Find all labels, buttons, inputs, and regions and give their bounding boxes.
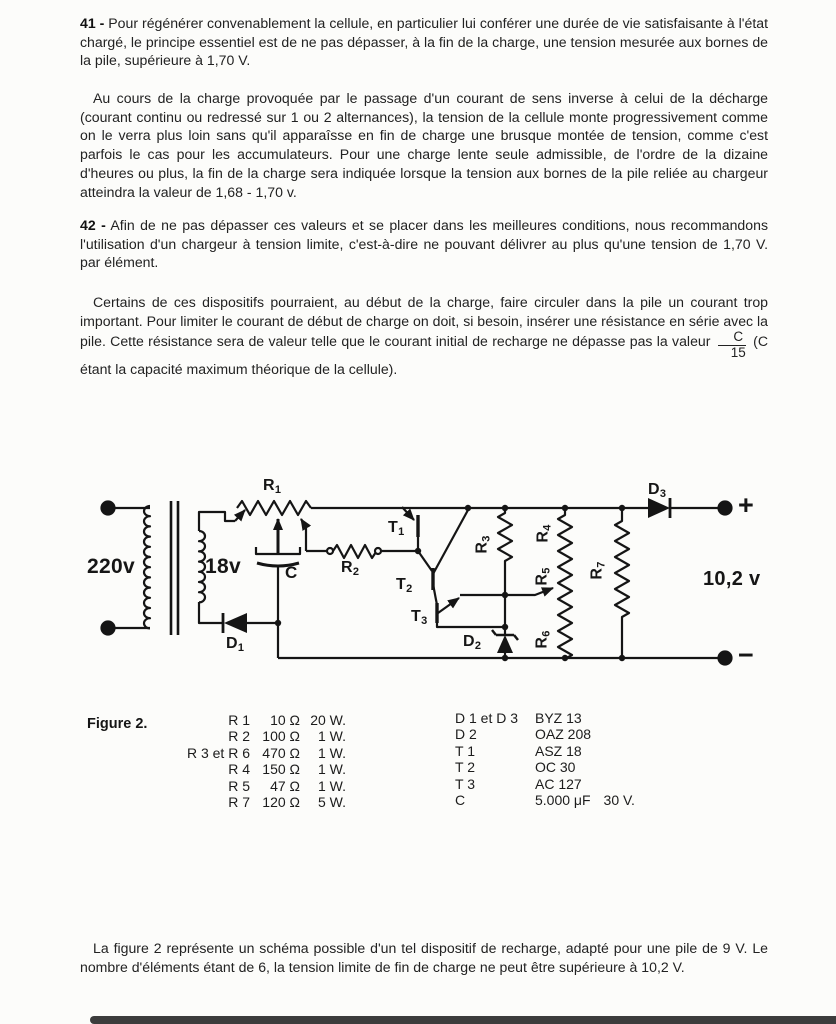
table-row: T 1 ASZ 18 [455, 742, 582, 759]
table-row: T 2 OC 30 [455, 759, 576, 776]
paragraph-41-body: Pour régénérer convenablement la cellule, en particulier lui conférer une durée de vie satisfaisante à l'état chargé, le principe essentiel est de ne pas dépasser, à la fin de la charge, une tension mesurée aux bornes de la pile, supérieure à 1,70 V. [80, 15, 768, 69]
table-row: D 1 et D 3 BYZ 13 [455, 710, 582, 726]
fraction-numerator: C [718, 330, 746, 345]
resistor-r3-and-zener-d2-symbols [492, 508, 518, 658]
table-row: T 3 AC 127 [455, 775, 582, 792]
label-r3: $R_3$ [473, 535, 493, 554]
paragraph-42 [80, 216, 768, 272]
label-r6: $R_6$ [533, 630, 553, 649]
label-c: C [285, 563, 298, 582]
label-secondary-voltage: 18v [205, 555, 241, 578]
table-row: C 5.000 μF 30 V. [455, 792, 635, 809]
table-row: R 3 et R 6 470 Ω 1 W. [186, 744, 346, 761]
figure-2-schematic [85, 455, 785, 690]
resistor-r2-symbol [306, 545, 418, 558]
label-output-minus: − [738, 640, 755, 670]
label-t2: $T_2$ [396, 576, 413, 595]
table-row: R 4 150 Ω 1 W. [228, 761, 346, 778]
component-table-resistors [158, 712, 346, 810]
paragraph-charge-body: Au cours de la charge provoquée par le passage d'un courant de sens inverse à celui de la décharge (courant continu ou redressé sur 1 ou 2 alternances), la tension de la cellule monte progressivement comme on le verra plus loin sans qu'il apparaîsse en fin de charge une brusque montée de tension, comme c'est parfois le cas pour les accumulateurs. Pour une charge lente seule admissible, de l'ordre de la dizaine d'heures ou plus, la fin de la charge sera indiquée lorsque la tension aux bornes de la pile reliée au chargeur atteindra la valeur de 1,68 - 1,70 v. [80, 90, 768, 200]
paragraph-42-body: Afin de ne pas dépasser ces valeurs et se placer dans les meilleures conditions, nous recommandons l'utilisation d'un chargeur à tension limite, c'est-à-dire ne pouvant délivrer au plus qu'une tension de 1,70 V. par élément. [80, 217, 768, 271]
paragraph-42-number: 42 - [80, 217, 106, 233]
label-d3: $D_3$ [648, 481, 667, 500]
label-output-plus: + [738, 490, 755, 520]
paragraph-dispositifs-after: (C étant la capacité maximum théorique de la cellule). [80, 333, 768, 377]
paragraph-41 [80, 14, 768, 70]
table-row: R 7 120 Ω 5 W. [228, 794, 346, 811]
label-primary-voltage: 220v [87, 555, 135, 578]
resistor-r7-symbol [615, 508, 629, 658]
component-table-semiconductors [455, 710, 635, 808]
label-output-voltage: 10,2 v [703, 568, 761, 590]
label-r4: $R_4$ [534, 524, 554, 543]
label-r7: $R_7$ [588, 561, 608, 580]
label-r5: $R_5$ [533, 567, 553, 586]
label-d1: $D_1$ [226, 635, 245, 654]
label-d2: $D_2$ [463, 633, 482, 652]
table-row: D 2 OAZ 208 [455, 726, 592, 743]
fraction-denominator: 15 [730, 344, 746, 360]
diode-d1-symbol [199, 602, 281, 633]
paragraph-41-number: 41 - [80, 15, 105, 31]
paragraph-figure-description-body: La figure 2 représente un schéma possible d'un tel dispositif de recharge, adapté pour une pile de 9 V. Le nombre d'éléments étant de 6, la tension limite de fin de charge ne peut être supérieure à 10,2 V. [80, 940, 768, 975]
scan-edge-artifact [90, 1016, 836, 1024]
paragraph-figure-description [80, 939, 768, 976]
table-row: R 1 10 Ω 20 W. [228, 712, 346, 728]
figure-caption: Figure 2. [87, 716, 148, 732]
label-t1: $T_1$ [388, 519, 405, 538]
table-row: R 2 100 Ω 1 W. [228, 728, 346, 745]
paragraph-dispositifs [80, 293, 768, 378]
table-row: R 5 47 Ω 1 W. [228, 777, 346, 794]
supply-rails [278, 505, 718, 661]
circuit-diagram [85, 455, 785, 690]
label-r2: $R_2$ [341, 559, 360, 578]
fraction-c-over-15 [718, 330, 746, 359]
label-t3: $T_3$ [411, 608, 428, 627]
label-r1: $R_1$ [263, 477, 282, 496]
paragraph-dispositifs-before: Certains de ces dispositifs pourraient, au début de la charge, faire circuler dans la pile un courant trop important. Pour limiter le courant de début de charge on doit, si besoin, insérer une résistance en série avec la pile. Cette résistance sera de valeur telle que le courant initial de recharge ne dépasse pas la valeur [80, 294, 768, 350]
rheostat-r1-symbol [199, 501, 311, 554]
paragraph-charge [80, 89, 768, 201]
